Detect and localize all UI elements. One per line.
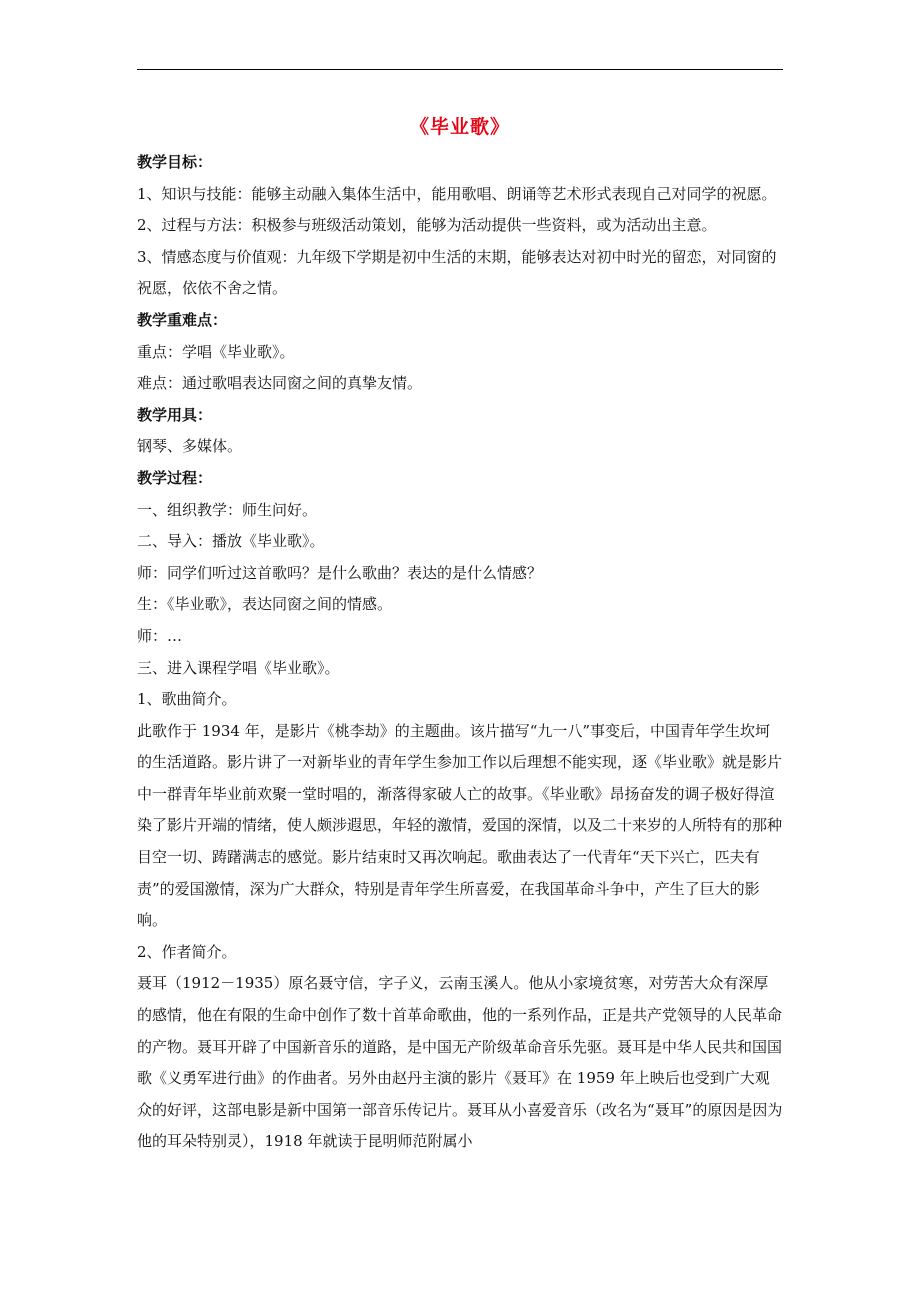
- paragraph: 2、过程与方法：积极参与班级活动策划，能够为活动提供一些资料，或为活动出主意。: [137, 216, 717, 235]
- paragraph: 生：《毕业歌》，表达同窗之间的情感。: [137, 595, 393, 614]
- section-heading-key-points: 教学重难点：: [137, 310, 228, 329]
- paragraph: 难点：通过歌唱表达同窗之间的真挚友情。: [137, 374, 423, 393]
- section-heading-process: 教学过程：: [137, 468, 213, 487]
- paragraph: 师：…: [137, 626, 183, 645]
- paragraph: 2、作者简介。: [137, 942, 237, 961]
- document-body: [137, 147, 783, 1158]
- header-rule: [137, 69, 783, 70]
- paragraph: 3、情感态度与价值观：九年级下学期是初中生活的末期，能够表达对初中时光的留恋，对同窗的祝愿，依依不舍之情。: [137, 247, 777, 298]
- paragraph: 重点：学唱《毕业歌》。: [137, 342, 295, 361]
- document-title: 《毕业歌》: [409, 116, 510, 138]
- paragraph: 1、知识与技能：能够主动融入集体生活中，能用歌唱、朗诵等艺术形式表现自己对同学的祝愿。: [137, 184, 777, 203]
- section-heading-materials: 教学用具：: [137, 405, 213, 424]
- paragraph: 1、歌曲简介。: [137, 690, 237, 709]
- paragraph: 师：同学们听过这首歌吗？是什么歌曲？表达的是什么情感？: [137, 563, 543, 582]
- paragraph: 二、导入：播放《毕业歌》。: [137, 532, 325, 551]
- paragraph: 此歌作于 1934 年，是影片《桃李劫》的主题曲。该片描写“九一八”事变后，中国青年学生坎坷的生活道路。影片讲了一对新毕业的青年学生参加工作以后理想不能实现，逐《毕业歌》就是影片中一群青年毕业前欢聚一堂时唱的，渐落得家破人亡的故事。《毕业歌》昂扬奋发的调子极好得渲染了影片开端的情绪，使人颇涉遐思，年轻的激情，爱国的深情，以及二十来岁的人所特有的那种目空一切、踌躇满志的感觉。影片结束时又再次响起。歌曲表达了一代青年“天下兴亡，匹夫有责”的爱国激情，深为广大群众，特别是青年学生所喜爱，在我国革命斗争中，产生了巨大的影响。: [137, 721, 783, 930]
- paragraph: 一、组织教学：师生问好。: [137, 500, 318, 519]
- section-heading-objectives: 教学目标：: [137, 153, 213, 171]
- paragraph: 钢琴、多媒体。: [137, 437, 243, 456]
- paragraph: 三、进入课程学唱《毕业歌》。: [137, 658, 340, 677]
- paragraph: 聂耳（1912－1935）原名聂守信，字子义，云南玉溪人。他从小家境贫寒，对劳苦大众有深厚的感情，他在有限的生命中创作了数十首革命歌曲，他的一系列作品，正是共产党领导的人民革命的产物。聂耳开辟了中国新音乐的道路，是中国无产阶级革命音乐先驱。聂耳是中华人民共和国国歌《义勇军进行曲》的作曲者。另外由赵丹主演的影片《聂耳》在 1959 年上映后也受到广大观众的好评，这部电影是新中国第一部音乐传记片。聂耳从小喜爱音乐（改名为“聂耳”的原因是因为他的耳朵特别灵），1918 年就读于昆明师范附属小: [137, 974, 783, 1151]
